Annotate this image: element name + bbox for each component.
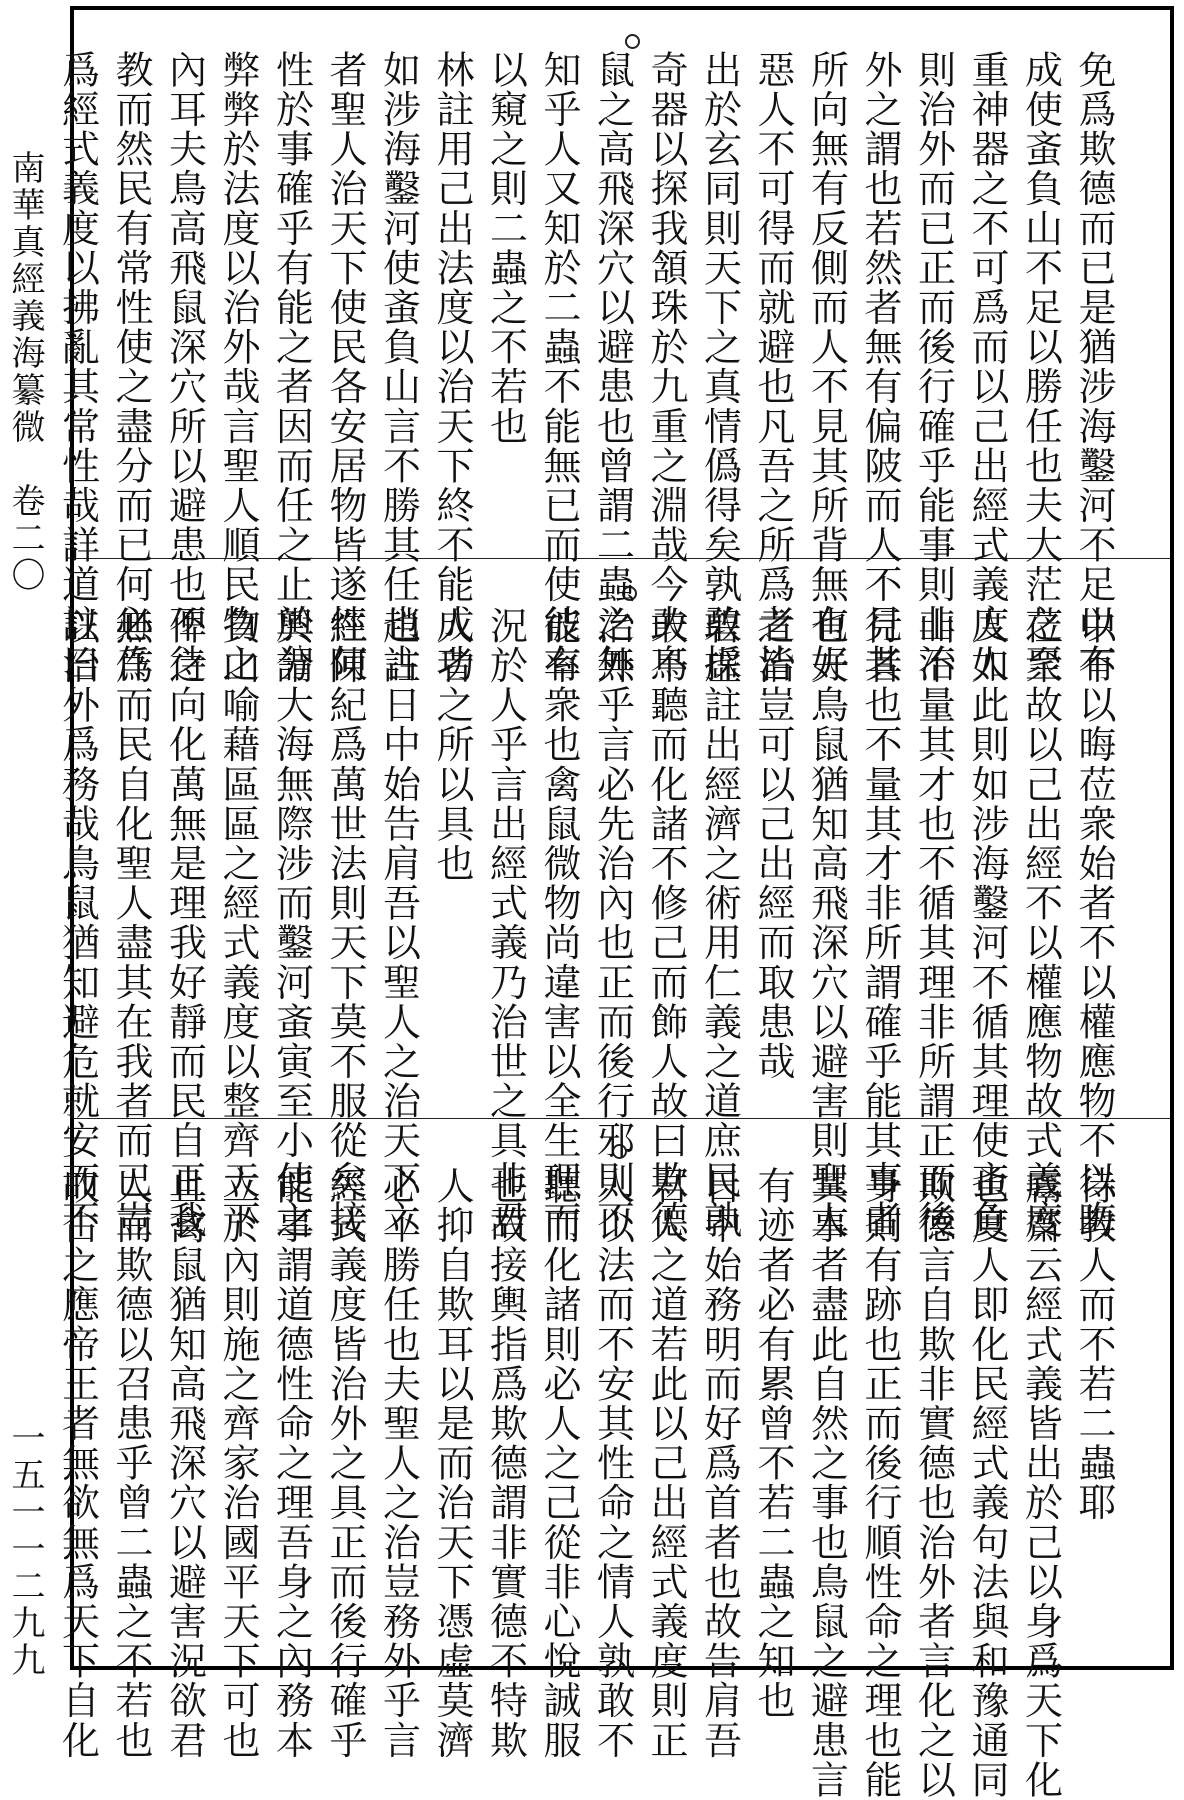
text-column: 身則有跡也正而後行順性命之理也能 [858,1166,902,1800]
text-column: 能事謂道德性命之理吾身之內務本 [269,1166,314,1760]
text-column: 重神器之不可爲而以己出經式義度人 [965,50,1009,684]
text-column: 人而欺德以召患乎曾二蟲之不若也 [109,1166,153,1760]
text-column: 鬳齋云經式義皆出於己以身爲天下化 [1018,1166,1063,1800]
text-column: 故古之應帝王者無欲無爲天下自化 [55,1166,100,1760]
text-column: 有迹者必有累曾不若二蟲之知也 [751,1166,795,1721]
panel-text [55,606,1120,1240]
text-column: 成使蚉負山不足以勝任也夫大茫之至 [1018,50,1063,684]
text-column: 能率衆也禽鼠微物尚違害以全生理而 [537,606,581,1240]
text-column: 且禽鼠猶知高飛深穴以避害況欲君 [162,1166,207,1760]
text-column: 免爲欺德而已是猶涉海鑿河不足以有 [1072,50,1116,684]
book-title-margin: 南華真經義海纂微 卷二〇 [5,150,45,594]
binding-hole [625,34,640,49]
text-column: 也夫鳥鼠猶知高飛深穴以避害則聖人 [804,606,849,1240]
text-column: 也度人即化民經式義句法與和豫通同 [965,1166,1009,1800]
text-column: 負山喻藉區區之經式義度以整齊天下 [216,606,260,1240]
text-column: 知乎人又知於二蟲不能無已而使彼有 [537,50,581,684]
text-column: 碧虛註出經濟之術用仁義之道庶民孰 [697,606,742,1240]
text-column: 日中始務明而好爲首者也故告肩吾 [697,1166,742,1760]
text-column: 趙註日中始告肩吾以聖人之治天下立 [376,606,421,1240]
text-column: 欺德言自欺非實德也治外者言化之以 [911,1166,956,1800]
panel-text [55,1166,1120,1800]
page-number-margin: 一五一一二九九 [5,1420,45,1679]
text-column: 無爲而民自化聖人盡其在我者而已豈 [109,606,153,1240]
panel-text [55,50,1120,684]
text-column: 惡人不可得而就避也凡吾之所爲者皆 [751,50,795,684]
text-column: 以治外爲務哉鳥鼠猶知避危就安而不 [55,606,100,1240]
text-column: 外之謂也若然者無有偏陂而人不見其 [858,50,902,684]
text-column: 行者也不量其才非所謂確乎能其事者 [858,606,902,1240]
text-column: 教而然民有常性使之盡分而已何必作 [109,50,153,684]
text-column: 君人之道若此以己出經式義度則正 [644,1166,688,1760]
text-panel-top [55,50,1120,684]
text-column: 俾之向化萬無是理我好靜而民自正我 [162,606,207,1240]
text-column: 則治外而已正而後行確乎能事則非治 [911,50,956,684]
text-column: 經式義度皆治外之具正而後行確乎 [323,1166,367,1760]
text-column: 內耳夫鳥高飛鼠深穴所以避患也不待 [162,50,207,684]
text-column: 人抑自欺耳以是而治天下憑虛莫濟 [430,1166,474,1760]
text-column: 出於玄同則天下之真情僞得矣孰敢採 [697,50,742,684]
text-column: 弊弊於法度以治外哉言聖人順民物之 [216,50,260,684]
text-column: 者聖人治天下使民各安居物皆遂性何 [323,50,367,684]
text-column: 之治豈可以己出經而取患哉 [751,606,795,1082]
text-column: 以窺之則二蟲之不若也 [483,50,528,446]
text-column: 待教人而不若二蟲耶 [1072,1166,1116,1523]
text-column: 敢不聽而化諸不修己而飾人故曰欺德 [644,606,688,1240]
text-column: 所向無有反側而人不見其所背無有好 [804,50,849,684]
text-column: 鼠之高飛深穴以避患也曾謂二蟲之無 [590,50,635,684]
text-column: 也故接輿指爲欺德謂非實德不特欺 [483,1166,528,1760]
text-column: 林註用己出法度以治天下終不能成功 [430,50,474,684]
text-column: 人者之所以具也 [430,606,474,884]
text-column: 爲經式義度以拂亂其常性哉詳道註曰 [55,50,100,684]
text-column: 況於人乎言出經式義乃治世之具非君 [483,606,528,1240]
text-column: 治外乎言必先治內也正而後行邪則不 [590,606,635,1240]
text-column: 人如此則如涉海鑿河不循其理使蚉負 [965,606,1009,1240]
text-column: 莅衆故以己出經不以權應物故式義度 [1018,606,1063,1240]
text-column: 輿謂大海無際涉而鑿河蚉寅至小使之 [269,606,314,1240]
text-column: 中不以晦莅衆始者不以權應物不以晦 [1072,606,1116,1240]
text-panel-middle [55,606,1120,1240]
text-column: 山不量其才也不循其理非所謂正而後 [911,606,956,1240]
text-column: 性於事確乎有能之者因而任之止於分 [269,50,314,684]
text-column: 立於內則施之齊家治國平天下可也 [216,1166,260,1760]
text-column: 奇器以探我頷珠於九重之淵哉今夫鳥 [644,50,688,684]
text-column: 經陳紀爲萬世法則天下莫不服從矣接 [323,606,367,1240]
text-column: 聽而化諸則必人之己從非心悅誠服 [537,1166,581,1760]
text-panel-bottom [55,1166,1120,1800]
text-column: 必不勝任也夫聖人之治豈務外乎言 [376,1166,421,1760]
text-column: 如涉海鑿河使蚉負山言不勝其任也古 [376,50,421,684]
text-column: 其事者盡此自然之事也鳥鼠之避患言 [804,1166,849,1800]
text-column: 人以法而不安其性命之情人孰敢不 [590,1166,635,1760]
